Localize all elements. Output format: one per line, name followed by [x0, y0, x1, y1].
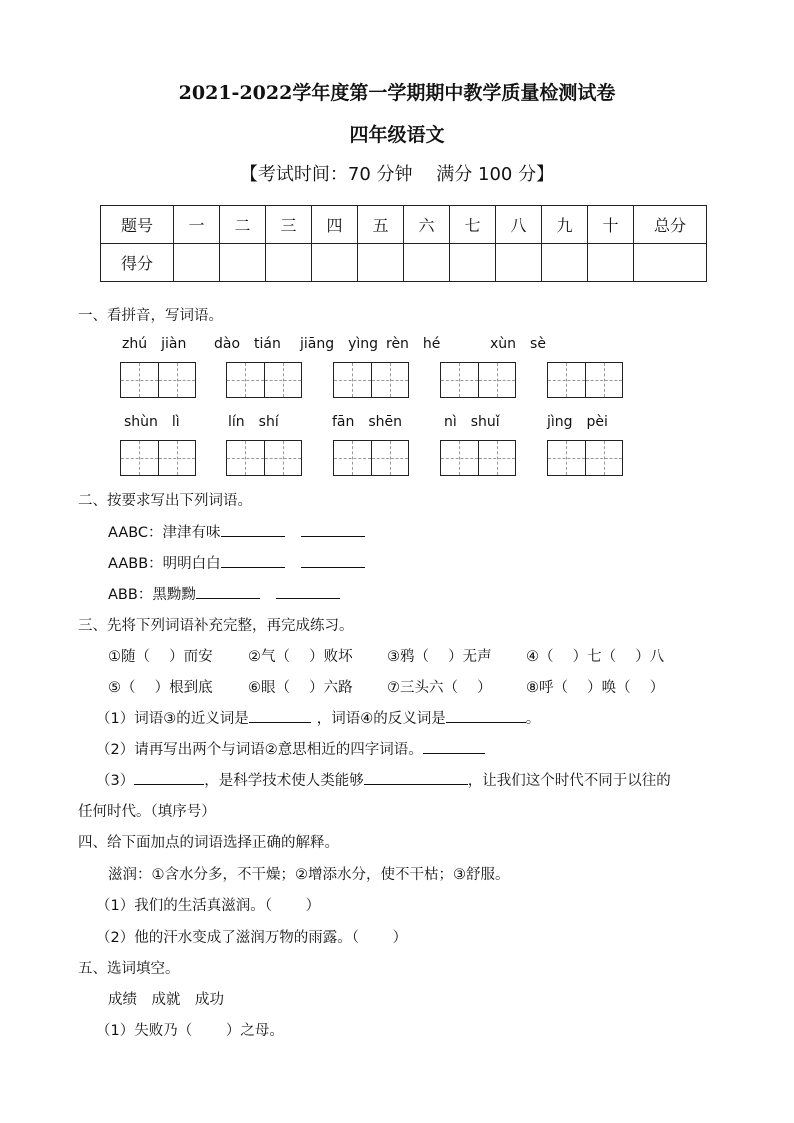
question-text: （3） — [96, 773, 135, 789]
question-text: ，让我们这个时代不同于以往的 — [467, 773, 671, 789]
score-cell[interactable] — [358, 244, 404, 282]
question-text: （2）请再写出两个与词语②意思相近的四字词语。 — [96, 742, 423, 758]
score-cell[interactable] — [404, 244, 450, 282]
pinyin-label: lín shí — [228, 414, 279, 430]
section5-heading: 五、选词填空。 — [78, 961, 180, 977]
answer-blank[interactable] — [221, 552, 285, 568]
answer-blank[interactable] — [364, 769, 468, 785]
score-cell[interactable] — [634, 244, 707, 282]
word-pattern-label: ABB：黑黝黝 — [108, 587, 196, 603]
question-text: （1）词语③的近义词是 — [96, 711, 249, 727]
pinyin-label: shùn lì — [124, 414, 180, 430]
writing-grid[interactable] — [440, 440, 516, 476]
pinyin-label: zhú jiàn — [122, 336, 187, 352]
pinyin-label: dào tián — [214, 336, 281, 352]
section1-heading: 一、看拼音，写词语。 — [78, 308, 223, 324]
idiom-item: ⑤（ ）根到底 — [108, 680, 213, 696]
score-cell[interactable] — [174, 244, 220, 282]
word-options: 成绩 成就 成功 — [108, 992, 224, 1008]
idiom-item: ②气（ ）败坏 — [248, 649, 353, 665]
question-text: ，词语④的反义词是 — [316, 711, 446, 727]
pinyin-label: jìng pèi — [547, 414, 608, 430]
question-3-3-cont: 任何时代。（填序号） — [78, 804, 216, 820]
exam-title: 2021-2022学年度第一学期期中教学质量检测试卷 — [178, 82, 616, 104]
word-pattern-label: AABB：明明白白 — [108, 556, 221, 572]
exam-subject: 四年级语文 — [349, 124, 445, 146]
question-text: ，是科学技术使人类能够 — [204, 773, 364, 789]
writing-grid[interactable] — [120, 362, 196, 398]
word-pattern-item — [108, 583, 340, 604]
score-cell[interactable] — [496, 244, 542, 282]
score-header-cell: 四 — [312, 206, 358, 244]
score-table-header-row — [101, 206, 707, 244]
answer-blank[interactable] — [221, 521, 285, 537]
score-table-score-row — [101, 244, 707, 282]
idiom-item: ③鸦（ ）无声 — [387, 649, 492, 665]
writing-grid[interactable] — [226, 440, 302, 476]
score-table — [100, 205, 707, 282]
answer-blank[interactable] — [446, 707, 526, 723]
score-header-cell: 总分 — [634, 206, 707, 244]
word-pattern-label: AABC：津津有味 — [108, 525, 221, 541]
word-pattern-item — [108, 552, 365, 573]
answer-blank[interactable] — [276, 583, 340, 599]
score-header-cell: 五 — [358, 206, 404, 244]
idiom-item: ①随（ ）而安 — [108, 649, 213, 665]
pinyin-label: fān shēn — [332, 414, 403, 430]
writing-grid[interactable] — [333, 362, 409, 398]
score-cell[interactable] — [450, 244, 496, 282]
score-cell[interactable] — [542, 244, 588, 282]
question-4-1: （1）我们的生活真滋润。（ ） — [96, 898, 321, 914]
answer-blank[interactable] — [249, 707, 311, 723]
section3-heading: 三、先将下列词语补充完整，再完成练习。 — [78, 618, 354, 634]
word-pattern-item — [108, 521, 365, 542]
writing-grid[interactable] — [547, 440, 623, 476]
score-header-cell: 十 — [588, 206, 634, 244]
writing-grid[interactable] — [226, 362, 302, 398]
writing-grid[interactable] — [333, 440, 409, 476]
question-text: 。 — [525, 711, 541, 727]
pinyin-label: xùn sè — [490, 336, 546, 352]
answer-blank[interactable] — [301, 552, 365, 568]
section2-heading: 二、按要求写出下列词语。 — [78, 493, 252, 509]
idiom-item: ⑥眼（ ）六路 — [248, 680, 353, 696]
score-header-cell: 七 — [450, 206, 496, 244]
score-header-cell: 九 — [542, 206, 588, 244]
answer-blank[interactable] — [196, 583, 260, 599]
score-row-label: 得分 — [101, 244, 174, 282]
score-cell[interactable] — [312, 244, 358, 282]
question-5-1: （1）失败乃（ ）之母。 — [96, 1023, 284, 1039]
pinyin-label: jiāng yìng — [300, 336, 379, 352]
pinyin-label: rèn hé — [386, 336, 441, 352]
writing-grid[interactable] — [547, 362, 623, 398]
exam-info: 【考试时间：70 分钟 满分 100 分】 — [239, 164, 555, 185]
score-cell[interactable] — [266, 244, 312, 282]
score-header-cell: 题号 — [101, 206, 174, 244]
answer-blank[interactable] — [423, 738, 485, 754]
section4-heading: 四、给下面加点的词语选择正确的解释。 — [78, 835, 339, 851]
idiom-item: ⑧呼（ ）唤（ ） — [526, 680, 665, 696]
definition-text: 滋润：①含水分多，不干燥；②增添水分，使不干枯；③舒服。 — [108, 867, 510, 883]
score-header-cell: 二 — [220, 206, 266, 244]
idiom-item: ⑦三头六（ ） — [387, 680, 492, 696]
question-3-1 — [96, 707, 540, 728]
score-header-cell: 六 — [404, 206, 450, 244]
question-3-2 — [96, 738, 485, 759]
answer-blank[interactable] — [134, 769, 204, 785]
pinyin-label: nì shuǐ — [444, 414, 500, 430]
score-header-cell: 八 — [496, 206, 542, 244]
question-4-2: （2）他的汗水变成了滋润万物的雨露。（ ） — [96, 930, 408, 946]
question-3-3 — [96, 769, 671, 790]
score-cell[interactable] — [220, 244, 266, 282]
writing-grid[interactable] — [120, 440, 196, 476]
score-header-cell: 三 — [266, 206, 312, 244]
score-header-cell: 一 — [174, 206, 220, 244]
answer-blank[interactable] — [301, 521, 365, 537]
score-cell[interactable] — [588, 244, 634, 282]
writing-grid[interactable] — [440, 362, 516, 398]
idiom-item: ④（ ）七（ ）八 — [526, 649, 665, 665]
